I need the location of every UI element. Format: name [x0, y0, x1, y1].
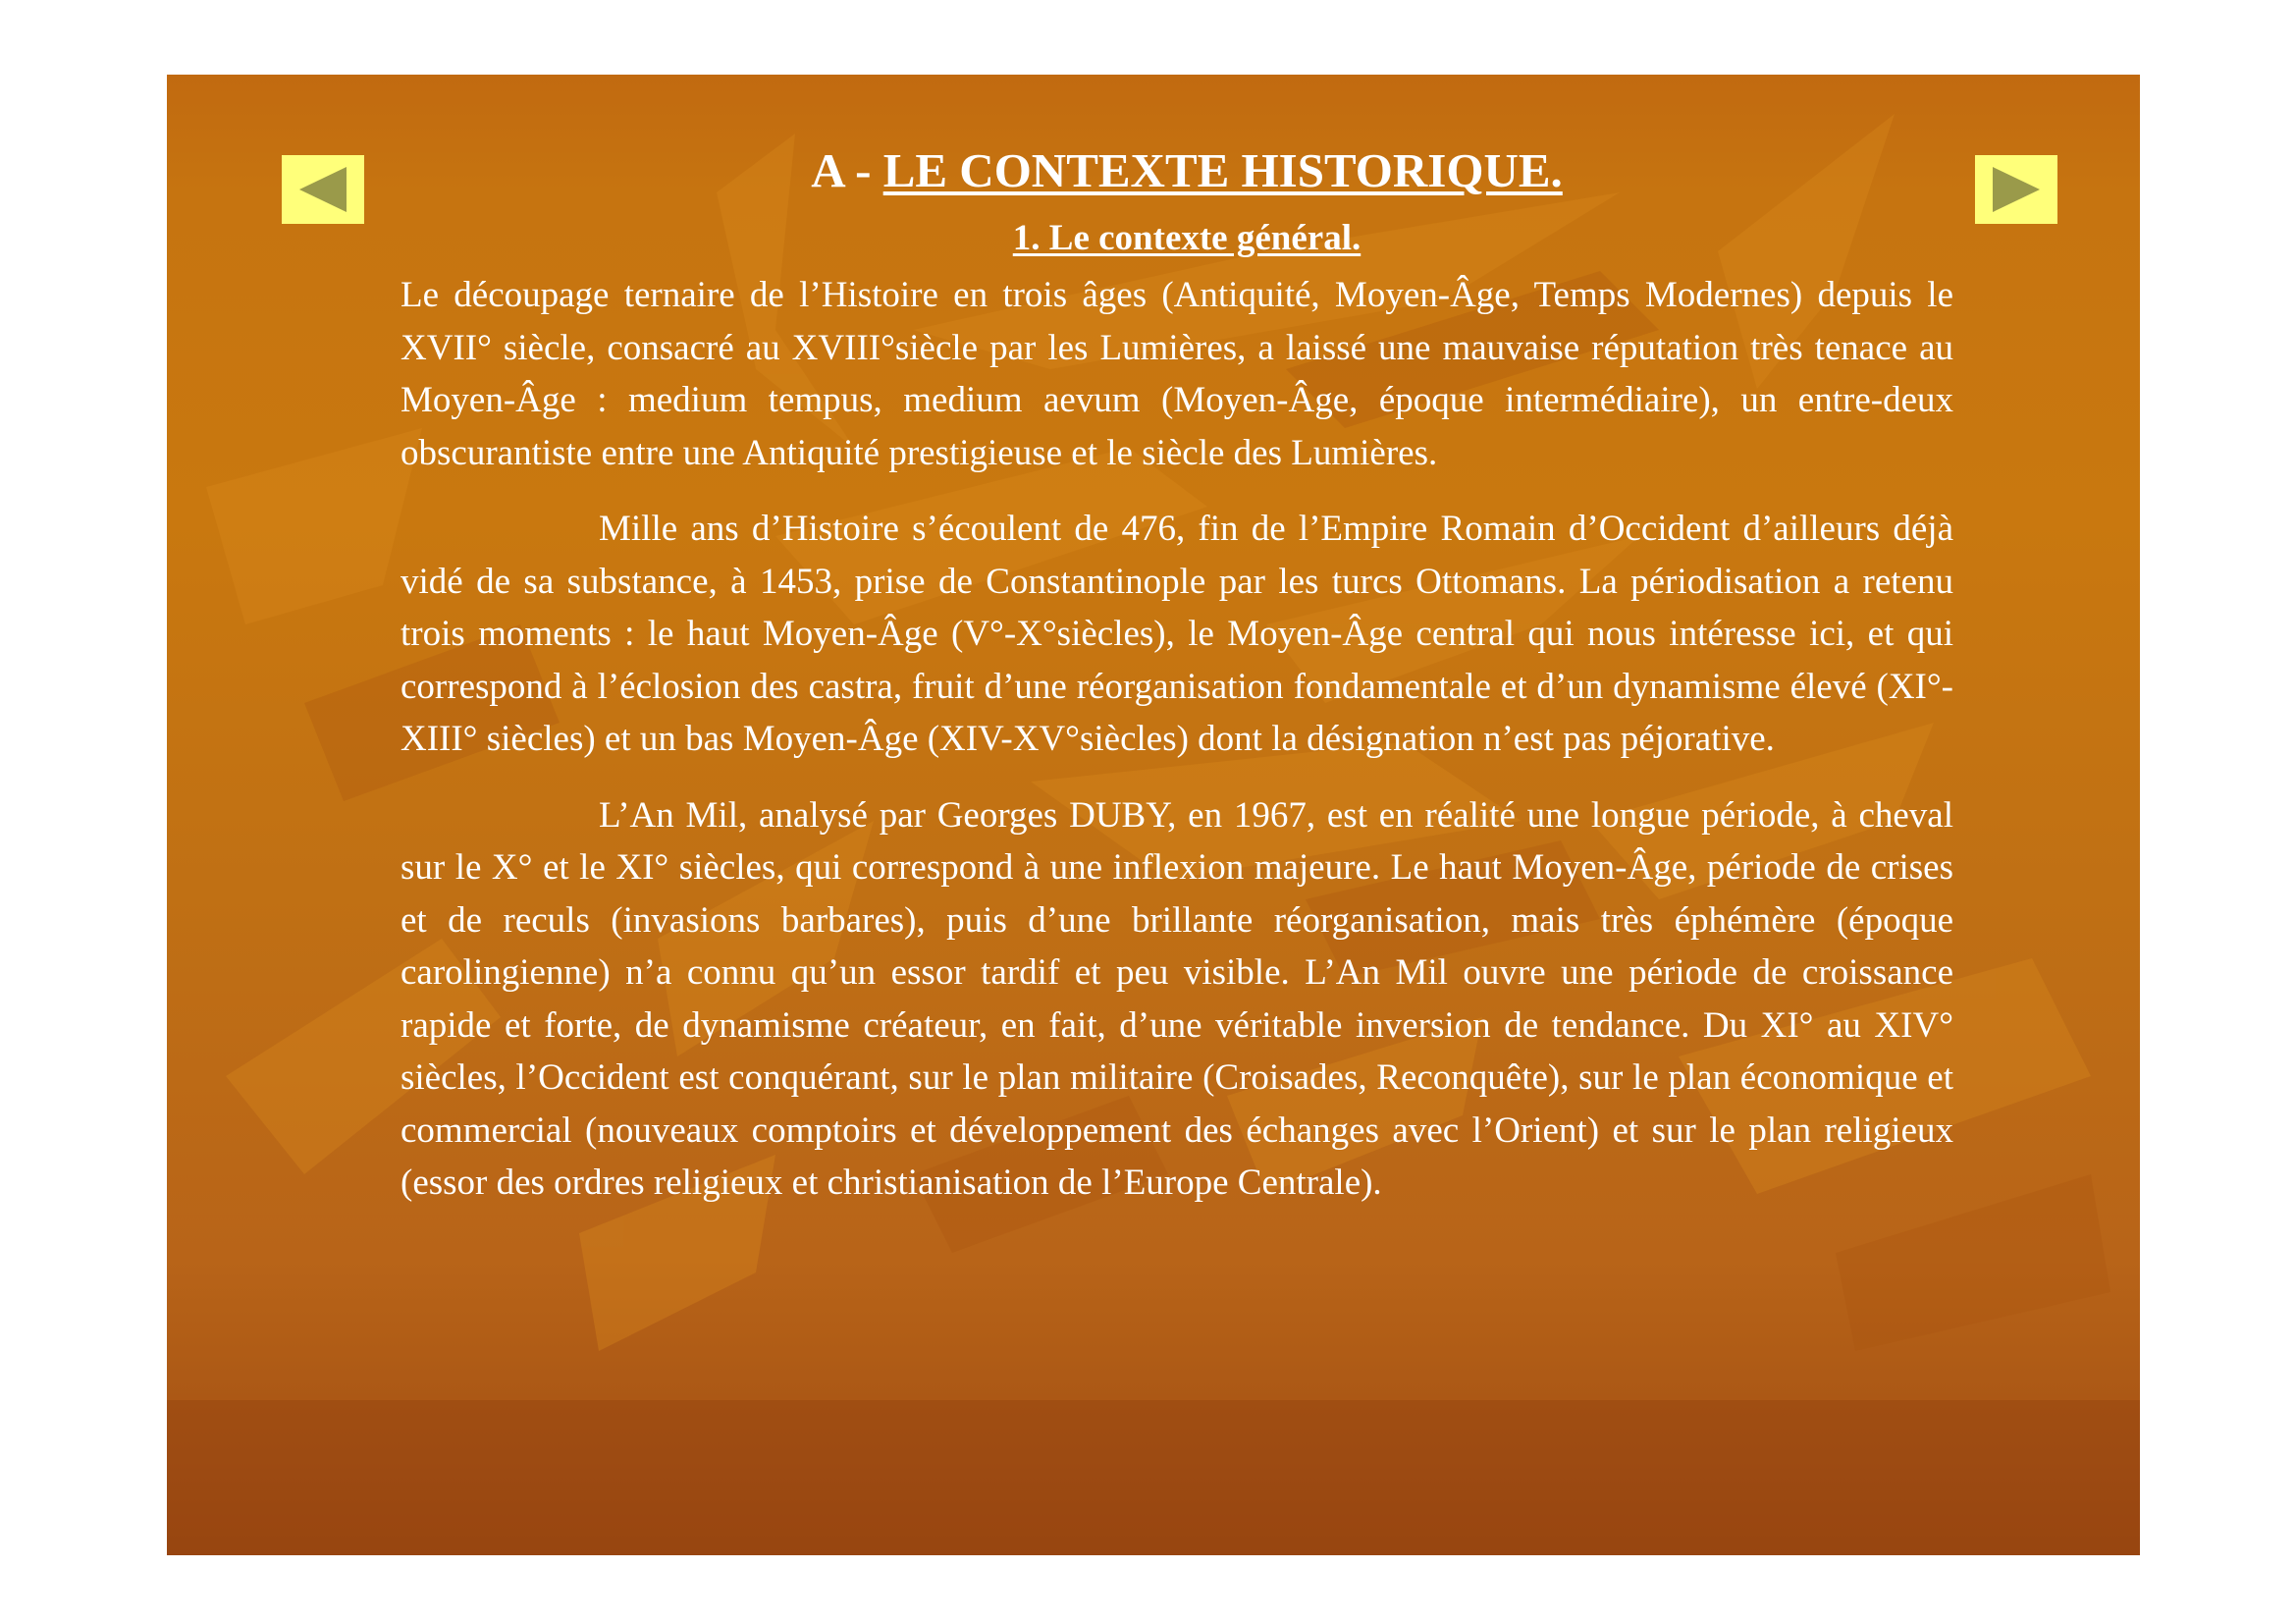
paragraph-2: Mille ans d’Histoire s’écoulent de 476, fin de l’Empire Romain d’Occident d’ailleurs déjà vidé de sa substance, à 1453, prise de Constantinople par les turcs Ottomans. La périodisation a retenu trois moments : le haut Moyen-Âge (V°-X°siècles), le Moyen-Âge central qui nous intéresse ici, et qui correspond à l’éclosion des castra, fruit d’une réorganisation fondamentale et d’un dynamisme élevé (XI°-XIII° siècles) et un bas Moyen-Âge (XIV-XV°siècles) dont la désignation n’est pas péjorative. [400, 509, 1953, 759]
triangle-left-icon [282, 155, 364, 224]
title-main: LE CONTEXTE HISTORIQUE. [882, 143, 1563, 197]
section-subtitle: 1. Le contexte général. [1012, 218, 1362, 258]
slide [167, 75, 2140, 1555]
paragraph-3: L’An Mil, analysé par Georges DUBY, en 1967, est en réalité une longue période, à cheval sur le X° et le XI° siècles, qui correspond à une inflexion majeure. Le haut Moyen-Âge, période de crises et de reculs (invasions barbares), puis d’une brillante réorganisation, mais très éphémère (époque carolingienne) n’a connu qu’un essor tardif et peu visible. L’An Mil ouvre une période de croissance rapide et forte, de dynamisme créateur, en fait, d’une véritable inversion de tendance. Du XI° au XIV° siècles, l’Occident est conquérant, sur le plan militaire (Croisades, Reconquête), sur le plan économique et commercial (nouveaux comptoirs et développement des échanges avec l’Orient) et sur le plan religieux (essor des ordres religieux et christianisation de l’Europe Centrale). [400, 794, 1953, 1203]
paragraph-1: Le découpage ternaire de l’Histoire en trois âges (Antiquité, Moyen-Âge, Temps Modernes) depuis le XVII° siècle, consacré au XVIII°siècle par les Lumières, a laissé une mauvaise réputation très tenace au Moyen-Âge : medium tempus, medium aevum (Moyen-Âge, époque intermédiaire), un entre-deux obscurantiste entre une Antiquité prestigieuse et le siècle des Lumières. [400, 275, 1953, 473]
title-prefix: A - [811, 143, 883, 197]
next-slide-button[interactable] [1975, 155, 2057, 224]
triangle-right-icon [1975, 155, 2057, 224]
slide-content [400, 139, 1953, 1233]
previous-slide-button[interactable] [282, 155, 364, 224]
slide-title [400, 139, 1953, 202]
